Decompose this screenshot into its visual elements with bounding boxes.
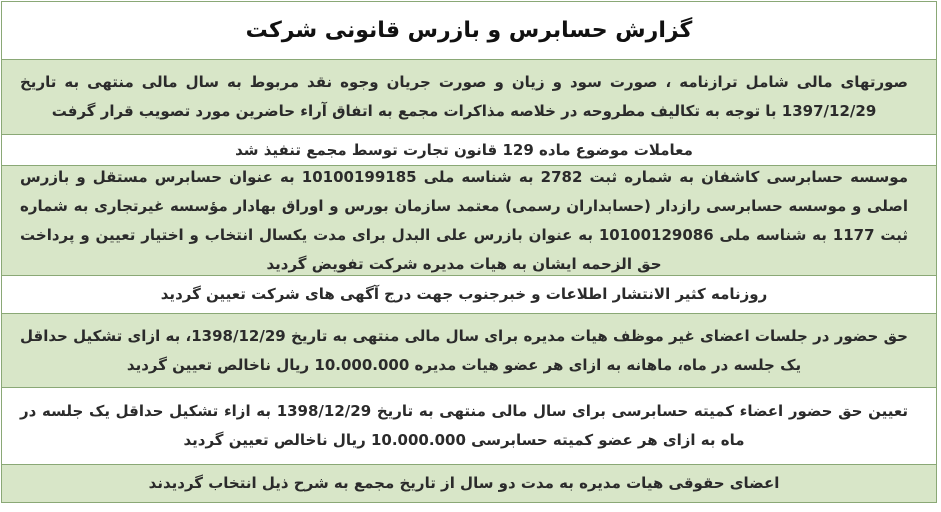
resolution-financial-statements (2, 59, 936, 134)
resolution-text: روزنامه کثیر الانتشار اطلاعات و خبرجنوب جهت درج آگهی های شرکت تعیین گردید (160, 285, 768, 303)
resolution-auditor-appointment (2, 165, 936, 275)
resolution-text: اعضای حقوقی هیات مدیره به مدت دو سال از تاریخ مجمع به شرح ذیل انتخاب گردیدند (148, 474, 780, 492)
resolution-text: حق حضور در جلسات اعضای غیر موظف هیات مدیره برای سال مالی منتهی به تاریخ 1398/12/29، به ازای تشکیل حداقل یک جلسه در ماه، ماهانه به ازای هر عضو هیات مدیره 10.000.000 ریال ناخالص تعیین گردید (20, 326, 908, 374)
resolution-board-attendance-fee (2, 313, 936, 387)
resolution-text: معاملات موضوع ماده 129 قانون تجارت توسط مجمع تنفیذ شد (235, 140, 693, 159)
resolution-newspaper (2, 275, 936, 313)
auditor-report-table (1, 1, 937, 503)
report-title: گزارش حسابرس و بازرس قانونی شرکت (2, 2, 936, 59)
resolution-board-members (2, 464, 936, 502)
resolution-text: صورتهای مالی شامل ترازنامه ، صورت سود و زیان و صورت جریان وجوه نقد مربوط به سال مالی منتهی به تاریخ 1397/12/29 با توجه به تکالیف مطروحه در خلاصه مذاکرات مجمع به اتفاق آراء حاضرین مورد تصویب قرار گرفت (20, 73, 908, 120)
resolution-text: تعیین حق حضور اعضاء کمیته حسابرسی برای سال مالی منتهی به تاریخ 1398/12/29 به ازاء تشکیل حداقل یک جلسه در ماه به ازای هر عضو کمیته حسابرسی 10.000.000 ریال ناخالص تعیین گردید (20, 402, 908, 449)
resolution-audit-committee-fee (2, 387, 936, 464)
resolution-article-129 (2, 134, 936, 165)
resolution-text: موسسه حسابرسی کاشفان به شماره ثبت 2782 به شناسه ملی 10100199185 به عنوان حسابرس مستقل و بازرس اصلی و موسسه حسابرسی رازدار (حسابداران رسمی) معتمد سازمان بورس و اوراق بهادار مؤسسه غیرتجاری به شماره ثبت 1177 به شناسه ملی 10100129086 به عنوان بازرس علی البدل برای مدت یکسال انتخاب و اختیار تعیین و پرداخت حق الزحمه ایشان به هیات مدیره شرکت تفویض گردید (20, 167, 909, 273)
